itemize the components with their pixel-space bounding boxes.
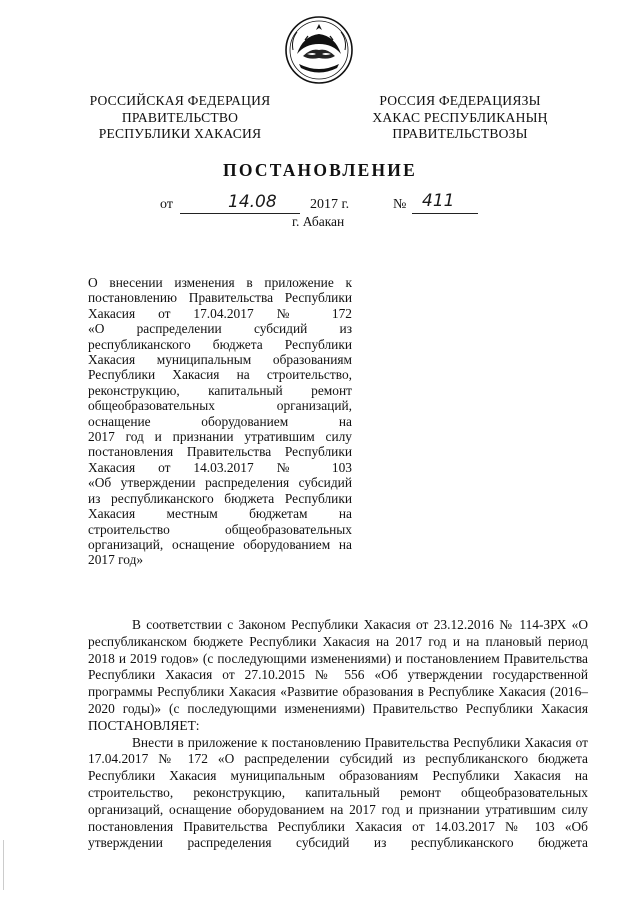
subject-line: реконструкцию, капитальный ремонт — [88, 382, 352, 398]
subject-line: Хакасия муниципальным образованиям — [88, 352, 352, 368]
subject-line: постановления Правительства Республики — [88, 444, 352, 460]
page-edge-line — [3, 840, 4, 890]
header-right-line: ПРАВИТЕЛЬСТВОЗЫ — [392, 126, 528, 141]
date-prefix: от — [160, 197, 173, 212]
subject-line: О внесении изменения в приложение к — [88, 275, 352, 290]
subject-line: строительство общеобразовательных — [88, 521, 352, 537]
body-paragraph: Внести в приложение к постановлению Правительства Республики Хакасия от 17.04.2017 № 172 «О распределении субсидий из республиканского бюджета Республики Хакасия муниципальным образованиям Республики Хакасия на строительство, реконструкцию, капитальный ремонт общеобразовательных организаций, оснащение оборудованием на 2017 год и признании утратившим силу постановления Правительства Республики Хакасия от 14.03.2017 № 103 «Об утверждении распределения субсидий из республиканского бюджета — [88, 734, 588, 851]
coat-of-arms-emblem — [283, 14, 355, 86]
subject-line: постановлению Правительства Республики — [88, 290, 352, 306]
subject-line: организаций, оснащение оборудованием на — [88, 536, 352, 552]
header-right-line: ХАКАС РЕСПУБЛИКАНЫҢ — [372, 109, 548, 125]
header-right-block — [360, 93, 560, 143]
subject-line: «Об утверждении распределения субсидий — [88, 475, 352, 491]
year-text: 2017 г. — [310, 197, 350, 212]
handwritten-date: 14.08 — [228, 192, 277, 212]
number-underline — [412, 213, 478, 214]
subject-line: Хакасия от 17.04.2017 № 172 — [88, 305, 352, 321]
header-right-line: РОССИЯ ФЕДЕРАЦИЯЗЫ — [379, 93, 541, 108]
subject-block — [88, 275, 352, 568]
subject-line: Хакасия от 14.03.2017 № 103 — [88, 459, 352, 475]
city-label: г. Абакан — [292, 214, 345, 229]
document-title: ПОСТАНОВЛЕНИЕ — [223, 160, 417, 180]
handwritten-number: 411 — [422, 191, 455, 211]
header-left-block — [80, 93, 280, 143]
subject-line: Хакасия местным бюджетам на — [88, 506, 352, 522]
subject-line: «О распределении субсидий из — [88, 321, 352, 337]
subject-line: 2017 год и признании утратившим силу — [88, 429, 352, 445]
subject-line: оснащение оборудованием на — [88, 413, 352, 429]
document-body — [88, 617, 588, 852]
header-left-line: ПРАВИТЕЛЬСТВО — [121, 109, 239, 125]
header-left-line: РЕСПУБЛИКИ ХАКАСИЯ — [98, 126, 262, 141]
number-sign: № — [393, 197, 407, 212]
subject-line: общеобразовательных организаций, — [88, 398, 352, 414]
subject-line: 2017 год» — [88, 552, 144, 568]
subject-line: республиканского бюджета Республики — [88, 336, 352, 352]
header-left-line: РОССИЙСКАЯ ФЕДЕРАЦИЯ — [89, 93, 271, 108]
date-underline — [180, 213, 300, 214]
subject-line: из республиканского бюджета Республики — [88, 490, 352, 506]
body-paragraph: В соответствии с Законом Республики Хакасия от 23.12.2016 № 114-ЗРХ «О республиканском бюджете Республики Хакасия на 2017 год и на плановый период 2018 и 2019 годов» (с последующими изменениями) и постановлением Правительства Республики Хакасия от 27.10.2015 № 556 «Об утверждении государственной программы Республики Хакасия «Развитие образования в Республике Хакасия (2016–2020 годы)» (с последующими изменениями) Правительство Республики Хакасия ПОСТАНОВЛЯЕТ: — [88, 617, 588, 733]
subject-line: Республики Хакасия на строительство, — [88, 367, 352, 383]
